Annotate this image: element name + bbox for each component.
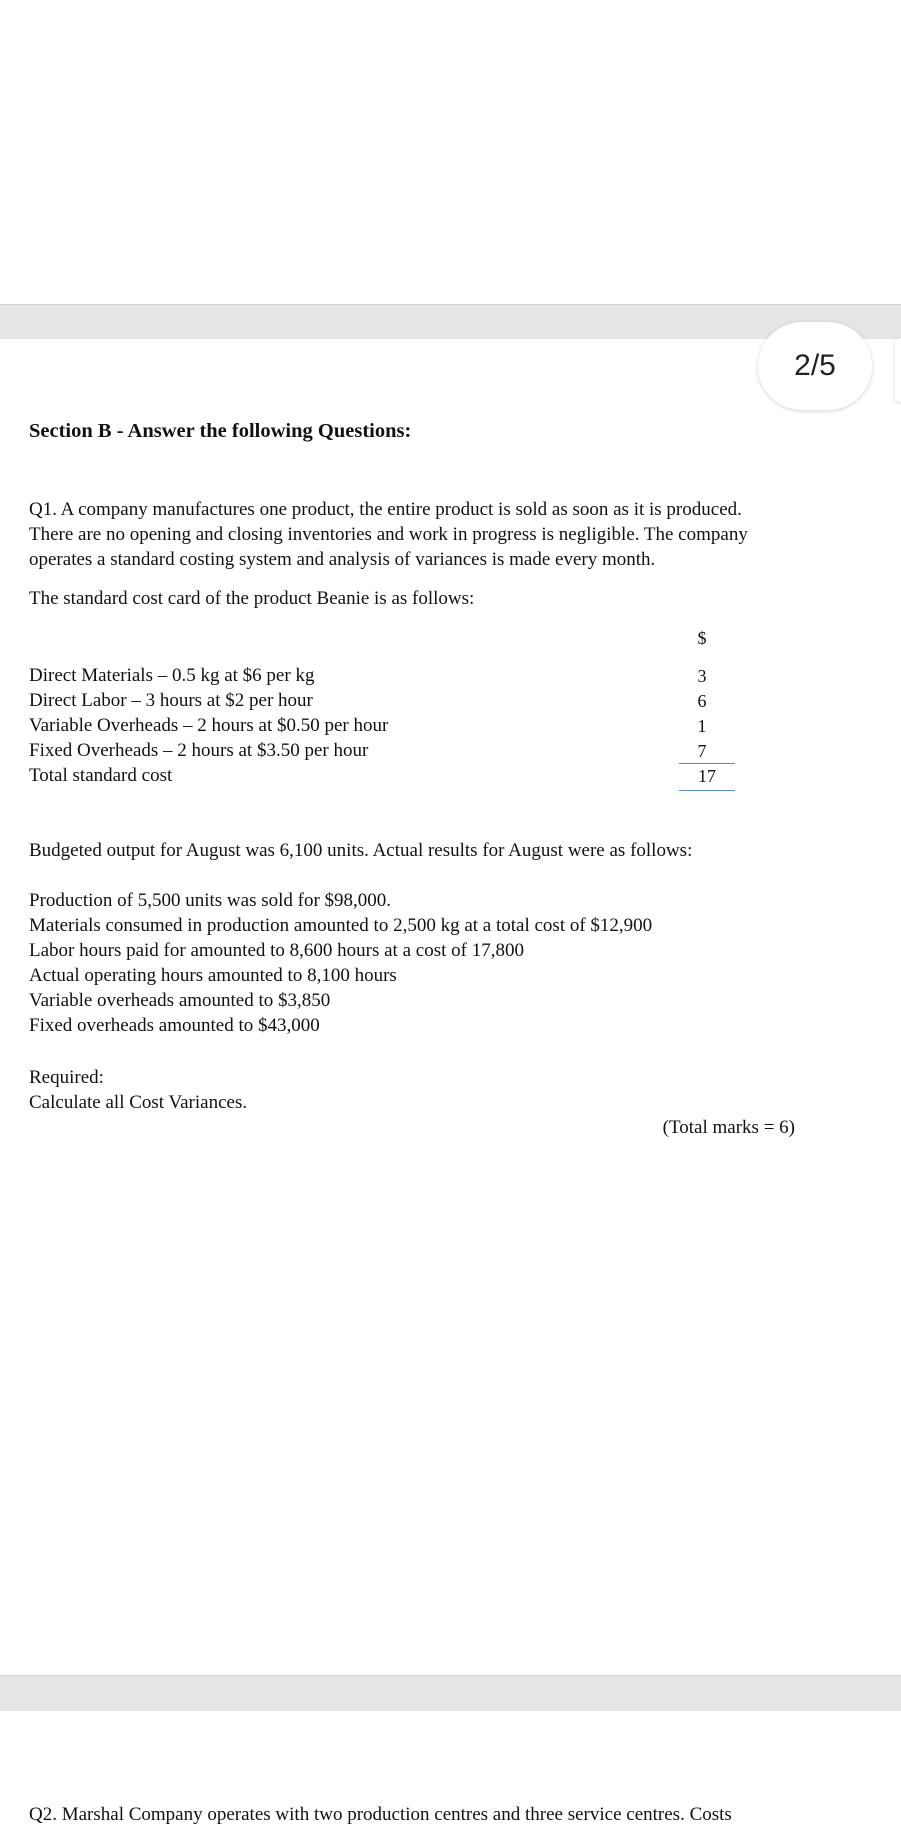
budget-line: Budgeted output for August was 6,100 units. Actual results for August were as follows: (29, 840, 693, 861)
actual-result-line: Actual operating hours amounted to 8,100 hours (29, 965, 397, 986)
page-gap-bottom (0, 1675, 901, 1712)
actual-result-line: Materials consumed in production amounted to 2,500 kg at a total cost of $12,900 (29, 915, 653, 936)
cost-line-label: Variable Overheads – 2 hours at $0.50 per hour (29, 715, 389, 736)
total-marks: (Total marks = 6) (662, 1117, 795, 1138)
cost-line-amount: 3 (697, 666, 707, 686)
total-cost-amount: 17 (698, 766, 716, 786)
q1-intro-line-1: Q1. A company manufactures one product, the entire product is sold as soon as it is produced. (29, 499, 742, 520)
actual-result-line: Fixed overheads amounted to $43,000 (29, 1015, 320, 1036)
required-text: Calculate all Cost Variances. (29, 1092, 248, 1113)
q1-intro-line-2: There are no opening and closing inventories and work in progress is negligible. The company (29, 524, 748, 545)
cost-line-amount: 7 (697, 741, 707, 761)
actual-result-line: Production of 5,500 units was sold for $98,000. (29, 890, 392, 911)
cost-line-label: Direct Labor – 3 hours at $2 per hour (29, 690, 313, 711)
q1-intro-line-3: operates a standard costing system and analysis of variances is made every month. (29, 549, 656, 570)
page-gap-top (0, 304, 901, 339)
cost-line-label: Direct Materials – 0.5 kg at $6 per kg (29, 665, 315, 686)
next-page-partial-line: Q2. Marshal Company operates with two production centres and three service centres. Costs (29, 1804, 732, 1824)
total-cost-label: Total standard cost (29, 765, 173, 786)
actual-result-line: Variable overheads amounted to $3,850 (29, 990, 331, 1011)
page-indicator: 2/5 (758, 322, 872, 410)
scroll-handle[interactable] (895, 338, 901, 402)
total-rule (679, 790, 735, 791)
cost-line-amount: 1 (697, 716, 707, 736)
cost-card-intro: The standard cost card of the product Beanie is as follows: (29, 588, 475, 609)
viewer-blank-area (0, 0, 901, 304)
actual-result-line: Labor hours paid for amounted to 8,600 hours at a cost of 17,800 (29, 940, 524, 961)
cost-line-label: Fixed Overheads – 2 hours at $3.50 per hour (29, 740, 369, 761)
section-title: Section B - Answer the following Questions: (29, 420, 412, 442)
currency-header: $ (697, 628, 707, 648)
cost-line-amount: 6 (697, 691, 707, 711)
required-label: Required: (29, 1067, 104, 1088)
